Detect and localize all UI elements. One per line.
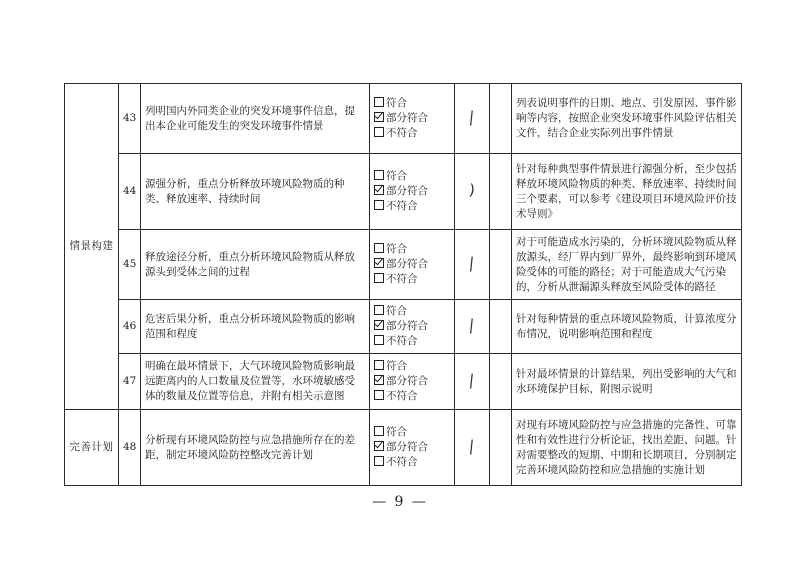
row-number: 47 bbox=[119, 354, 141, 410]
empty-cell bbox=[490, 84, 512, 154]
row-number: 43 bbox=[119, 84, 141, 154]
table-row bbox=[65, 230, 742, 300]
option-partial[interactable]: 部分符合 bbox=[374, 319, 450, 334]
option-partial[interactable]: 部分符合 bbox=[374, 440, 450, 455]
empty-cell bbox=[490, 230, 512, 300]
handwritten-mark: | bbox=[455, 84, 490, 154]
handwritten-mark: | bbox=[455, 354, 490, 410]
option-partial[interactable]: 部分符合 bbox=[374, 257, 450, 272]
note-text: 列表说明事件的日期、地点、引发原因、事件影响等内容，按照企业突发环境事件风险评估相关文件，结合企业实际列出事件情景 bbox=[512, 84, 742, 154]
row-number: 44 bbox=[119, 154, 141, 230]
empty-cell bbox=[490, 410, 512, 486]
row-number: 46 bbox=[119, 300, 141, 354]
empty-cell bbox=[490, 354, 512, 410]
table-row bbox=[65, 300, 742, 354]
checkbox-icon bbox=[374, 200, 384, 210]
table-row bbox=[65, 154, 742, 230]
checkbox-icon bbox=[374, 390, 384, 400]
row-number: 45 bbox=[119, 230, 141, 300]
checked-box-icon bbox=[374, 375, 384, 385]
checkbox-icon bbox=[374, 127, 384, 137]
category-scenario: 情景构建 bbox=[65, 84, 119, 410]
row-number: 48 bbox=[119, 410, 141, 486]
option-group bbox=[370, 230, 455, 300]
handwritten-mark: ) bbox=[455, 154, 490, 230]
option-conform[interactable]: 符合 bbox=[374, 96, 450, 111]
option-conform[interactable]: 符合 bbox=[374, 359, 450, 374]
checkbox-icon bbox=[374, 170, 384, 180]
checked-box-icon bbox=[374, 185, 384, 195]
option-nonconform[interactable]: 不符合 bbox=[374, 126, 450, 141]
note-text: 针对最坏情景的计算结果，列出受影响的大气和水环境保护目标，附图示说明 bbox=[512, 354, 742, 410]
empty-cell bbox=[490, 154, 512, 230]
option-conform[interactable]: 符合 bbox=[374, 304, 450, 319]
checkbox-icon bbox=[374, 456, 384, 466]
checkbox-icon bbox=[374, 335, 384, 345]
requirement-text: 释放途径分析，重点分析环境风险物质从释放源头到受体之间的过程 bbox=[141, 230, 370, 300]
option-nonconform[interactable]: 不符合 bbox=[374, 389, 450, 404]
category-improve: 完善计划 bbox=[65, 410, 119, 486]
checkbox-icon bbox=[374, 273, 384, 283]
checked-box-icon bbox=[374, 441, 384, 451]
requirement-text: 分析现有环境风险防控与应急措施所存在的差距，制定环境风险防控整改完善计划 bbox=[141, 410, 370, 486]
option-group bbox=[370, 84, 455, 154]
handwritten-mark: | bbox=[455, 300, 490, 354]
note-text: 对现有环境风险防控与应急措施的完备性、可靠性和有效性进行分析论证，找出差距、问题。针对需要整改的短期、中期和长期项目，分别制定完善环境风险防控和应急措施的实施计划 bbox=[512, 410, 742, 486]
checkbox-icon bbox=[374, 360, 384, 370]
requirement-text: 列明国内外同类企业的突发环境事件信息，提出本企业可能发生的突发环境事件情景 bbox=[141, 84, 370, 154]
requirement-text: 源强分析，重点分析释放环境风险物质的种类、释放速率、持续时间 bbox=[141, 154, 370, 230]
option-partial[interactable]: 部分符合 bbox=[374, 374, 450, 389]
checkbox-icon bbox=[374, 243, 384, 253]
option-conform[interactable]: 符合 bbox=[374, 242, 450, 257]
checked-box-icon bbox=[374, 258, 384, 268]
option-group bbox=[370, 354, 455, 410]
review-table bbox=[64, 83, 742, 486]
option-group bbox=[370, 410, 455, 486]
checkbox-icon bbox=[374, 97, 384, 107]
table-row bbox=[65, 84, 742, 154]
option-conform[interactable]: 符合 bbox=[374, 425, 450, 440]
option-nonconform[interactable]: 不符合 bbox=[374, 199, 450, 214]
checkbox-icon bbox=[374, 305, 384, 315]
option-nonconform[interactable]: 不符合 bbox=[374, 455, 450, 470]
option-group bbox=[370, 300, 455, 354]
option-group bbox=[370, 154, 455, 230]
handwritten-mark: | bbox=[455, 410, 490, 486]
option-nonconform[interactable]: 不符合 bbox=[374, 272, 450, 287]
requirement-text: 危害后果分析，重点分析环境风险物质的影响范围和程度 bbox=[141, 300, 370, 354]
checked-box-icon bbox=[374, 320, 384, 330]
checkbox-icon bbox=[374, 426, 384, 436]
note-text: 针对每种情景的重点环境风险物质，计算浓度分布情况，说明影响范围和程度 bbox=[512, 300, 742, 354]
option-partial[interactable]: 部分符合 bbox=[374, 111, 450, 126]
table-row bbox=[65, 410, 742, 486]
option-nonconform[interactable]: 不符合 bbox=[374, 334, 450, 349]
empty-cell bbox=[490, 300, 512, 354]
note-text: 对于可能造成水污染的，分析环境风险物质从释放源头，经厂界内到厂界外，最终影响到环境风险受体的可能的路径；对于可能造成大气污染的，分析从泄漏源头释放至风险受体的路径 bbox=[512, 230, 742, 300]
checked-box-icon bbox=[374, 112, 384, 122]
option-partial[interactable]: 部分符合 bbox=[374, 184, 450, 199]
option-conform[interactable]: 符合 bbox=[374, 169, 450, 184]
requirement-text: 明确在最坏情景下，大气环境风险物质影响最远距离内的人口数量及位置等，水环境敏感受体的数量及位置等信息，并附有相关示意图 bbox=[141, 354, 370, 410]
note-text: 针对每种典型事件情景进行源强分析，至少包括释放环境风险物质的种类、释放速率、持续时间三个要素，可以参考《建设项目环境风险评价技术导则》 bbox=[512, 154, 742, 230]
handwritten-mark: | bbox=[455, 230, 490, 300]
page-number: — 9 — bbox=[372, 494, 428, 510]
table-row bbox=[65, 354, 742, 410]
